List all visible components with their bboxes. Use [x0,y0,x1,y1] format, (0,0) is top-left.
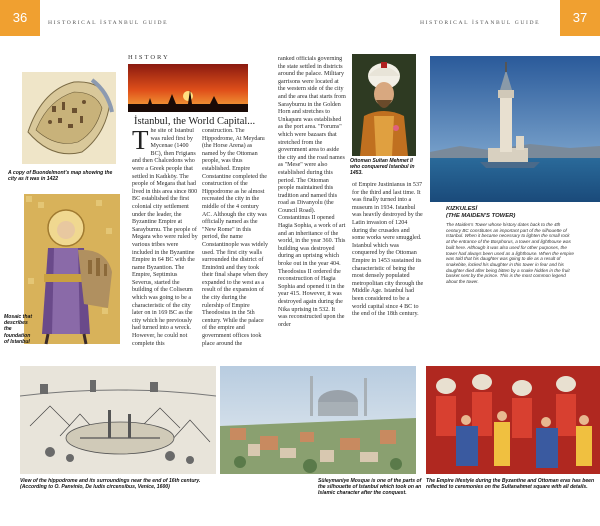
chapter-title: İstanbul, the World Capital... [134,116,256,127]
sultan-caption: Ottoman Sultan Mehmet II who conquered Istanbul in 1453. [350,158,415,177]
ceremony-caption: The Empire lifestyle during the Byzantine and Ottoman eras has been reflected to ceremonies on the Sultanahmet square with all details. [426,478,595,491]
text-column-4: of Empire Justinianus in 537 for the third and last time. It was finally turned into a museum in 1934. Istanbul was heavily destroyed by the Latin invasion of 1204 during the crusades and some works were smuggled. Istanbul which was conquered by the Ottoman Empire in 1453 sustained its characteristic of being the most densely populated metropolitan city through the Middle Age. Istanbul had been considered to be a world capital since 4 BC to the end of the 18th century. [352,182,424,318]
text-column-1 [132,128,198,360]
buondelmont-map-image [22,72,116,164]
maidens-tower-photo [430,56,600,202]
sidebar-text: The Maiden's Tower whose history dates back to the 4th century BC constitutes an important part of the silhouette of Istanbul. When it became necessary to lighten the small rock at the entrance of the Bosphorus, a tower and lighthouse was built here. Although it was also used for other purposes, the tower had always been used as a lighthouse. When the empire was told that his daughter was going to die as a result of snakebite, locked his daughter in this tower in fear and his daughter died after being bitten by a snake hidden in the fruit basket sent by the prince. This is the most common legend about the tower. [446,222,574,285]
text-column-2: construction. The Hippodrome, At Meydanı (the Horse Arena) as named by the Ottoman people, was thus established. Empire Constantine completed the construction of the Hippodrome as he almost recreated the city in the middle of the 4 century AC. Although the city was officially named as the "New Rome" in this period, the name Constantinople was widely used. The first city walls surrounded the district of Eminönü and they took their final shape when they expanded to the west as a result of the expansion of the city during the rulership of Empire Theodosius in the 5th century. While the palace of the empire and government offices took place around the [202,128,268,347]
sidebar-heading [446,206,596,220]
map-caption: A copy of Buondelmont's map showing the city as it was in 1422 [8,170,113,183]
page-number-left: 36 [0,0,40,36]
suleymaniye-mosque-photo [220,366,416,474]
hippodrome-caption: View of the hippodrome and its surroundings near the end of 16th century. (According to O. Panvinio, De ludis circensibus, Venice, 1600) [20,478,201,491]
suleymaniye-caption: Süleymaniye Mosque is one of the parts of the silhouette of Istanbul which took on an Islamic character after the conquest. [318,478,422,497]
sunset-skyline-image [128,64,248,112]
section-label: HISTORY [128,54,170,61]
hippodrome-engraving [20,366,216,474]
sidebar-heading-line1: KIZKULESİ [446,206,478,212]
text-column-1-body: he site of Istanbul was ruled first by Mycenae (1400 BC), then Frigians and then Chalcedons who were a Greek people that settled in Kadıköy. The people of Megara that had lived in this area since 800 BC established the first colonial city settlement under the leader, the Byzantine Empire at Sarayburnu. The people of Megara who were ruled by various tribes were included in the Byzantine Empire in 64 BC with the name Byzantion. The Empire, Septimius Severus, started the building of the Coliseum which was going to be a characteristic of the city later on in 169 BC as the city which he previously had turned into a wreck. However, he could not complete this [132,128,198,347]
sidebar-heading-line2: (THE MAIDEN'S TOWER) [446,213,516,219]
mosaic-caption: Mosaic that describes the foundation of Istanbul [4,314,33,345]
dropcap: T [132,128,149,155]
running-title-left: HISTORICAL İSTANBUL GUIDE [48,20,169,26]
sultan-mehmet-portrait [352,54,416,156]
ceremony-photo [426,366,600,474]
page-number-right: 37 [560,0,600,36]
running-title-right: HISTORICAL İSTANBUL GUIDE [420,20,541,26]
text-column-3: ranked officials governing the state settled in districts around the palace. Military garrisons were located at the western side of the city and the area that starts from Sarayburnu in the Golden Horn and stretches to Unkapanı was established as the port area. "Forums" which were bazaars that stretched from the government area to aside the city and the road names as "Mese" were also established during this period. The Ottoman people maintained this tradition and named this road as Divanyolu (the Council Road). Constantinus II opened Hagia Sophia, a work of art and an inheritance of the world, in the year 360. This building was destroyed during an uprising which broke out in the year 404. Theodosius II ordered the reconstruction of Hagia Sophia and opened it in the year 415. However, it was destroyed again during the Nika uprising in 532. It was reconstructed upon the order [278,56,346,328]
